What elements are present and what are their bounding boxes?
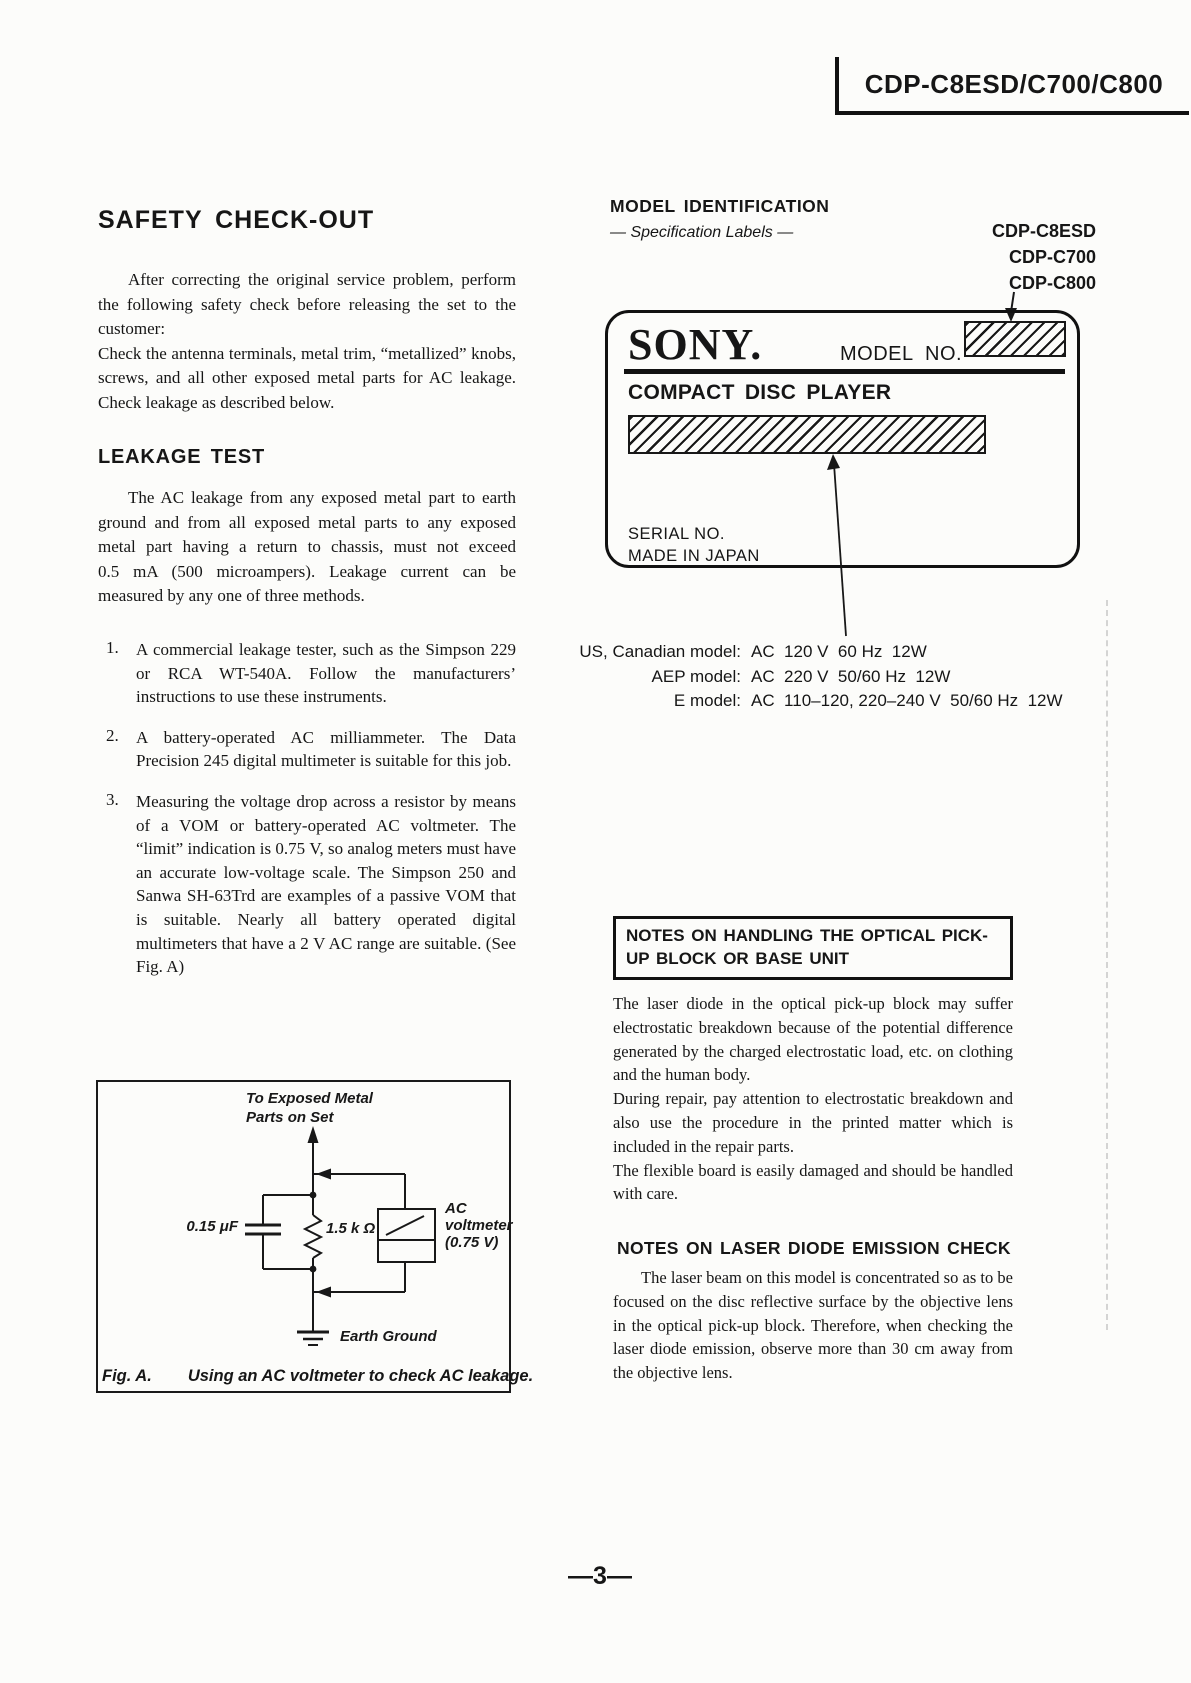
figure-caption-text: Using an AC voltmeter to check AC leakage. <box>187 1367 534 1385</box>
made-in-label: MADE IN JAPAN <box>628 547 760 565</box>
list-item <box>98 790 516 979</box>
power-spec-value: AC 110–120, 220–240 V 50/60 Hz 12W <box>751 691 1063 710</box>
notes-optical-p3: The flexible board is easily damaged and should be handled with care. <box>613 1160 1013 1204</box>
power-spec-label: AEP model: <box>651 666 741 686</box>
earth-ground-label: Earth Ground <box>340 1328 437 1345</box>
notes-optical-title-box <box>613 916 1013 980</box>
voltmeter-label-3: (0.75 V) <box>445 1234 499 1251</box>
model-list <box>950 218 1096 296</box>
safety-intro <box>98 268 516 415</box>
figure-caption-id: Fig. A. <box>102 1367 152 1385</box>
figure-top-label-1: To Exposed Metal <box>246 1090 373 1107</box>
junction-dot <box>310 1266 317 1273</box>
power-spec-row <box>573 640 1063 665</box>
page-number: —3— <box>568 1562 632 1590</box>
spec-hatch-box <box>628 415 986 454</box>
notes-optical-p2: During repair, pay attention to electrostatic breakdown and also use the procedure in the printed matter which is included in the repair parts. <box>613 1089 1013 1156</box>
power-spec-row <box>573 689 1063 714</box>
power-spec-list <box>573 640 1063 714</box>
arrow-left-icon <box>316 1169 331 1180</box>
product-name: COMPACT DISC PLAYER <box>628 381 892 404</box>
power-spec-value: AC 220 V 50/60 Hz 12W <box>751 666 951 686</box>
power-spec-row <box>573 665 1063 690</box>
safety-intro-p1: After correcting the original service problem, perform the following safety check before releasing the set to the customer: <box>98 270 516 338</box>
safety-checkout-title: SAFETY CHECK-OUT <box>98 206 375 234</box>
list-item-number: 1. <box>106 638 119 657</box>
sony-logo: SONY. <box>628 320 763 369</box>
resistor-symbol <box>305 1215 321 1258</box>
figure-top-label-2: Parts on Set <box>246 1109 334 1126</box>
list-item <box>98 638 516 709</box>
label-divider <box>624 369 1065 374</box>
list-item-number: 2. <box>106 725 119 745</box>
model-identification-title: MODEL IDENTIFICATION <box>610 196 830 216</box>
resistor-value-label: 1.5 k Ω <box>326 1220 376 1237</box>
leakage-test-body: The AC leakage from any exposed metal part to earth ground and from all exposed metal parts to any exposed metal part having a return to chassis, must not exceed 0.5 mA (500 microampers). Leakage current can be measured by any one of three methods. <box>98 488 516 605</box>
power-spec-label: US, Canadian model: <box>579 642 741 661</box>
model-name: CDP-C8ESD <box>991 221 1096 241</box>
specification-labels-subtitle: — Specification Labels — <box>610 224 794 241</box>
model-no-hatch-box <box>964 321 1066 357</box>
list-item-number: 3. <box>106 789 119 809</box>
safety-intro-p2: Check the antenna terminals, metal trim, “metallized” knobs, screws, and all other exposed metal parts for AC leakage. Check leakage as described below. <box>98 343 516 412</box>
notes-laser-body: The laser beam on this model is concentrated so as to be focused on the disc reflective surface by the objective lens in the optical pick-up block. Therefore, when checking the laser diode emission, observe more than 30 cm away from the objective lens. <box>613 1268 1013 1383</box>
power-spec-label: E model: <box>673 691 741 710</box>
voltmeter-label-2: voltmeter <box>445 1217 513 1234</box>
list-item-text: A commercial leakage tester, such as the Simpson 229 or RCA WT-540A. Follow the manufacturers’ instructions to use these instruments. <box>136 640 516 707</box>
serial-no-label: SERIAL NO. <box>628 525 725 543</box>
list-item-text: Measuring the voltage drop across a resistor by means of a VOM or battery-operated AC voltmeter. The “limit” indication is 0.75 V, so analog meters must have an accurate low-voltage scale. The Simpson 250 and Sanwa SH-63Trd are examples of a passive VOM that is suitable. Nearly all battery operated digital multimeters that have a 2 V AC range are suitable. (See Fig. A) <box>136 791 516 977</box>
list-item <box>98 726 516 773</box>
leakage-test-title: LEAKAGE TEST <box>98 446 266 468</box>
model-name: CDP-C700 <box>1008 247 1096 267</box>
arrow-left-icon <box>316 1287 331 1298</box>
notes-optical-body <box>613 992 1013 1206</box>
leakage-methods-list <box>98 638 516 996</box>
notes-laser-title: NOTES ON LASER DIODE EMISSION CHECK <box>617 1238 1011 1258</box>
voltmeter-label-1: AC <box>445 1200 467 1217</box>
model-name: CDP-C800 <box>1008 273 1096 293</box>
page-perforation-line <box>1106 600 1108 1330</box>
figure-caption <box>102 1367 534 1386</box>
page-header-model: CDP-C8ESD/C700/C800 <box>864 68 1164 99</box>
junction-dot <box>310 1192 317 1199</box>
arrow-up-icon <box>824 452 854 638</box>
figure-a <box>96 1080 534 1393</box>
model-no-label: MODEL NO. <box>840 343 963 365</box>
power-spec-value: AC 120 V 60 Hz 12W <box>751 642 927 661</box>
page-header-model-box <box>835 57 1189 115</box>
notes-optical-p1: The laser diode in the optical pick-up block may suffer electrostatic breakdown because of the potential difference generated by the charged electrostatic load, etc. on clothing and the human body. <box>613 994 1013 1085</box>
earth-ground-symbol <box>297 1332 329 1345</box>
list-item-text: A battery-operated AC milliammeter. The Data Precision 245 digital multimeter is suitable for this job. <box>136 727 516 771</box>
notes-optical-title: NOTES ON HANDLING THE OPTICAL PICK-UP BLOCK OR BASE UNIT <box>626 926 988 968</box>
capacitor-value-label: 0.15 μF <box>186 1218 238 1235</box>
